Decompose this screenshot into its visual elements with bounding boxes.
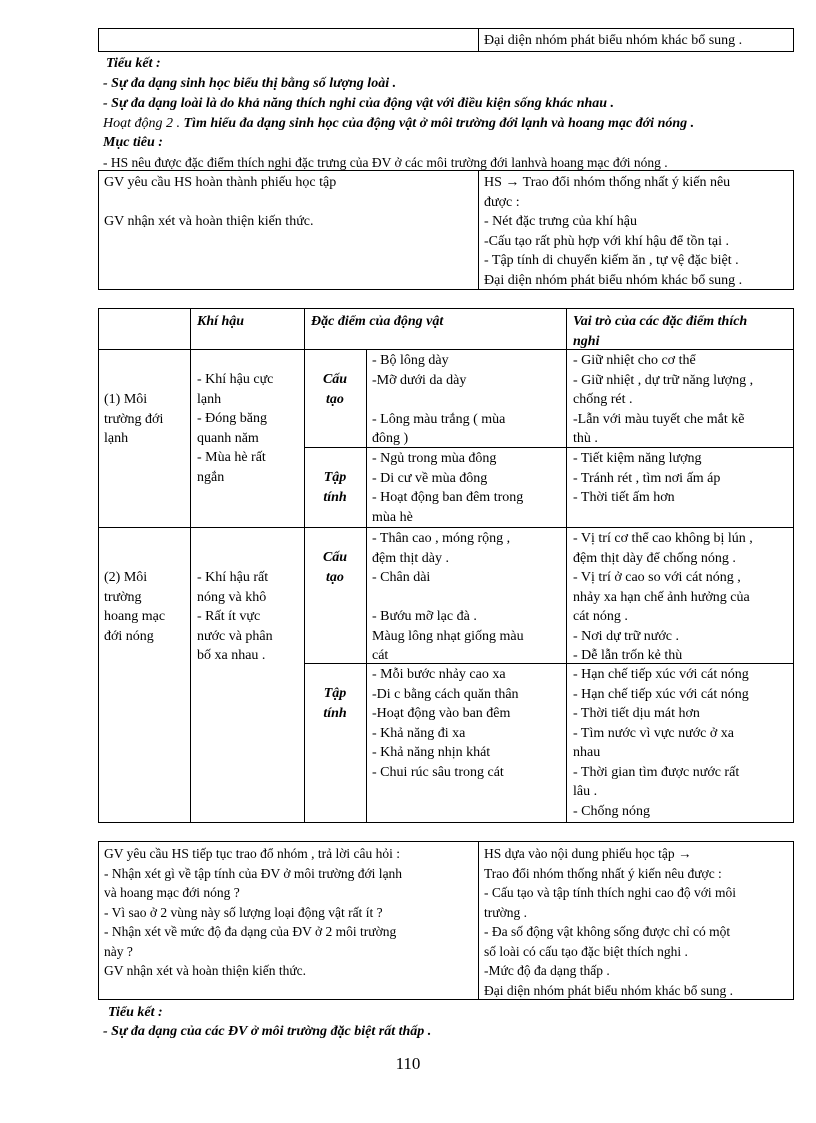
header-roles — [573, 312, 747, 351]
role-line: - Vị trí ở cao so với cát nóng , — [573, 570, 741, 585]
question-left-line: GV nhận xét và hoàn thiện kiến thức. — [104, 963, 307, 978]
hot-behavior-label — [304, 684, 366, 723]
question-right-line: -Mức độ đa dạng thấp . — [484, 963, 610, 978]
activity2-title: Tìm hiểu đa dạng sinh học của động vật ở môi trường đới lạnh và hoang mạc đới nóng . — [183, 116, 695, 131]
task-left-line — [104, 193, 336, 213]
hot-env-line: hoang mạc — [104, 609, 166, 624]
hot-structure-roles — [573, 529, 753, 666]
cold-env — [104, 390, 163, 449]
feature-line: - Thân cao , móng rộng , — [372, 531, 511, 546]
goal-text: - HS nêu được đặc điểm thích nghi đặc trưng của ĐV ở các môi trường đới lanhvà hoang mạc đới nóng . — [103, 155, 668, 170]
role-line: lâu . — [573, 784, 598, 799]
label-line: tính — [323, 489, 347, 505]
hot-climate-line: - Khí hậu rất — [197, 570, 269, 585]
hot-env-line: đới nóng — [104, 628, 154, 644]
question-left-line: - Nhận xét về mức độ đa dạng của ĐV ở 2 môi trường — [104, 924, 397, 939]
col-line-3 — [366, 349, 367, 823]
feature-line: - Chui rúc sâu trong cát — [372, 764, 504, 780]
question-left-line: và hoang mạc đới nóng ? — [104, 885, 240, 900]
role-line: - Hạn chế tiếp xúc với cát nóng — [573, 667, 749, 682]
role-line: - Thời tiết dịu mát hơn — [573, 706, 700, 721]
question-table-right — [484, 844, 736, 1000]
hot-climate-line: - Rất ít vực — [197, 609, 261, 624]
cold-structure-roles — [573, 351, 753, 449]
header-roles-line2: nghi — [573, 333, 600, 349]
hot-structure-label — [304, 548, 366, 587]
task-left-line: GV nhận xét và hoàn thiện kiến thức. — [104, 214, 314, 229]
task-left-line: GV yêu cầu HS hoàn thành phiếu học tập — [104, 175, 337, 190]
role-line: đệm thịt dày để chống nóng . — [573, 550, 736, 566]
summary1-line2: - Sự đa dạng loài là do khả năng thích nghi của động vật với điều kiện sống khác nhau . — [103, 96, 615, 111]
summary2-title: Tiểu kết : — [108, 1005, 163, 1020]
cold-structure-features — [372, 351, 505, 449]
role-line: - Tìm nước vì vực nước ở xa — [573, 725, 734, 741]
feature-line: mùa hè — [372, 509, 413, 525]
page-number: 110 — [395, 1054, 421, 1073]
summary1-title: Tiểu kết : — [106, 56, 161, 71]
role-line: - Thời gian tìm được nước rất — [573, 764, 740, 780]
hot-climate — [197, 568, 273, 666]
hot-climate-line: nước và phân — [197, 628, 273, 644]
cold-structure-label — [304, 370, 366, 409]
question-right-line: - Đa số động vật không sống được chỉ có một — [484, 924, 731, 939]
cold-climate-line: - Đóng băng — [197, 411, 267, 426]
feature-line: - Khả năng đi xa — [372, 725, 466, 741]
cold-behavior-features — [372, 449, 523, 527]
role-line: nhau — [573, 745, 601, 760]
label-line: Cấu — [322, 372, 348, 387]
feature-line: - Lông màu trắng ( mùa — [372, 411, 506, 427]
hot-env-line: (2) Môi — [104, 570, 148, 585]
task-right-line: HS → Trao đổi nhóm thống nhất ý kiến nêu — [484, 175, 731, 190]
feature-line: -Di c bằng cách quăn thân — [372, 686, 519, 702]
row-line-cold-hot — [98, 527, 794, 528]
question-table-left — [104, 844, 402, 981]
question-right-line: Trao đổi nhóm thống nhất ý kiến nêu được : — [484, 865, 722, 881]
feature-line: đệm thịt dày . — [372, 550, 449, 566]
role-line: nhảy xa hạn chế ảnh hưởng của — [573, 589, 750, 605]
question-table-divider — [478, 841, 479, 1000]
label-line: Tập — [323, 470, 347, 485]
feature-line: - Di cư về mùa đông — [372, 470, 488, 486]
task-right-line: - Nét đặc trưng của khí hậu — [484, 214, 637, 229]
cold-climate-line: - Khí hậu cực — [197, 372, 274, 387]
cold-env-line: (1) Môi — [104, 392, 148, 407]
feature-line: - Mỗi bước nhảy cao xa — [372, 667, 506, 682]
role-line: cát nóng . — [573, 609, 628, 624]
hot-climate-line: nóng và khô — [197, 589, 267, 605]
question-right-line: Đại diện nhóm phát biểu nhóm khác bổ sung . — [484, 982, 733, 998]
feature-line: cát — [372, 648, 389, 663]
cold-climate-line: lạnh — [197, 391, 222, 407]
feature-line: - Hoạt động ban đêm trong — [372, 490, 524, 505]
activity2-heading — [103, 114, 694, 134]
feature-line: - Chân dài — [372, 570, 431, 585]
hot-behavior-features — [372, 665, 519, 782]
cold-behavior-roles — [573, 449, 720, 508]
cold-env-line: trường đới — [104, 411, 164, 427]
role-line: - Chống nóng — [573, 803, 650, 819]
summary1-line1: - Sự đa dạng sinh học biểu thị bằng số lượng loài . — [103, 76, 397, 91]
cold-behavior-label — [304, 468, 366, 507]
activity2-prefix: Hoạt động 2 . — [103, 116, 184, 131]
task-table-right — [484, 173, 742, 290]
label-line: tạo — [326, 569, 344, 585]
task-right-line: Đại diện nhóm phát biểu nhóm khác bổ sung . — [484, 272, 743, 288]
task-right-line: -Cấu tạo rất phù hợp với khí hậu để tồn tại . — [484, 233, 729, 249]
label-line: tạo — [326, 391, 344, 407]
question-right-line: HS dựa vào nội dung phiếu học tập → — [484, 846, 692, 861]
role-line: - Tiết kiệm năng lượng — [573, 451, 702, 466]
role-line: - Tránh rét , tìm nơi ấm áp — [573, 470, 721, 486]
label-line: Cấu — [322, 550, 348, 565]
task-table-divider — [478, 170, 479, 290]
feature-line: -Mỡ dưới da dày — [372, 372, 467, 388]
question-left-line: - Vì sao ở 2 vùng này số lượng loại động vật rất ít ? — [104, 904, 383, 920]
feature-line: - Bộ lông dày — [372, 353, 449, 368]
question-left-line: này ? — [104, 943, 133, 959]
col-line-4 — [566, 308, 567, 823]
role-line: thù . — [573, 431, 598, 446]
role-line: chống rét . — [573, 392, 633, 407]
cold-climate — [197, 370, 273, 487]
hot-behavior-roles — [573, 665, 749, 821]
role-line: - Vị trí cơ thể cao không bị lún , — [573, 531, 753, 546]
cold-climate-line: - Mùa hè rất — [197, 450, 266, 465]
task-right-line: được : — [484, 194, 520, 210]
question-left-line: - Nhận xét gì về tập tính của ĐV ở môi trường đới lạnh — [104, 865, 403, 881]
question-right-line: số loài có cấu tạo đặc biệt thích nghi . — [484, 943, 688, 959]
feature-line — [372, 588, 524, 608]
cold-env-line: lạnh — [104, 431, 129, 446]
header-climate: Khí hậu — [197, 314, 245, 329]
top-table-right-text: Đại diện nhóm phát biểu nhóm khác bổ sung . — [484, 33, 743, 48]
feature-line: đông ) — [372, 431, 409, 446]
task-table-left — [104, 173, 336, 232]
hot-env-line: trường — [104, 589, 142, 605]
feature-line: - Khả năng nhịn khát — [372, 745, 491, 760]
col-line-1 — [190, 308, 191, 823]
feature-line: - Ngủ trong mùa đông — [372, 451, 497, 466]
hot-env — [104, 568, 165, 646]
task-right-line: - Tập tính di chuyển kiếm ăn , tự vệ đặc biệt . — [484, 253, 739, 268]
question-right-line: trường . — [484, 904, 527, 920]
header-roles-line1: Vai trò của các đặc điểm thích — [573, 314, 748, 329]
role-line: -Lẫn với màu tuyết che mắt kẽ — [573, 411, 745, 427]
cold-climate-line: quanh năm — [197, 430, 259, 446]
question-right-line: - Cấu tạo và tập tính thích nghi cao độ với môi — [484, 885, 736, 900]
role-line: - Hạn chế tiếp xúc với cát nóng — [573, 686, 749, 702]
cold-climate-line: ngắn — [197, 469, 225, 485]
label-line: Tập — [323, 686, 347, 701]
feature-line: -Hoạt động vào ban đêm — [372, 706, 511, 721]
role-line: - Dễ lẫn trốn kẻ thù — [573, 648, 683, 663]
summary2-line1: - Sự đa dạng của các ĐV ở môi trường đặc biệt rất thấp . — [103, 1024, 432, 1039]
question-left-line: GV yêu cầu HS tiếp tục trao đổ nhóm , trả lời câu hỏi : — [104, 846, 400, 861]
role-line: - Giữ nhiệt , dự trữ năng lượng , — [573, 372, 754, 388]
role-line: - Giữ nhiệt cho cơ thể — [573, 353, 696, 368]
top-table-divider — [478, 28, 479, 52]
hot-climate-line: bố xa nhau . — [197, 648, 266, 663]
feature-line — [372, 390, 505, 410]
feature-line: - Bướu mỡ lạc đà . — [372, 609, 477, 624]
feature-line: Màug lông nhạt giống màu — [372, 628, 524, 644]
header-features: Đặc điểm của động vật — [311, 314, 444, 329]
label-line: tính — [323, 705, 347, 721]
role-line: - Nơi dự trữ nước . — [573, 628, 679, 644]
role-line: - Thời tiết ấm hơn — [573, 490, 675, 505]
hot-structure-features — [372, 529, 524, 666]
goal-label: Mục tiêu : — [103, 135, 163, 150]
